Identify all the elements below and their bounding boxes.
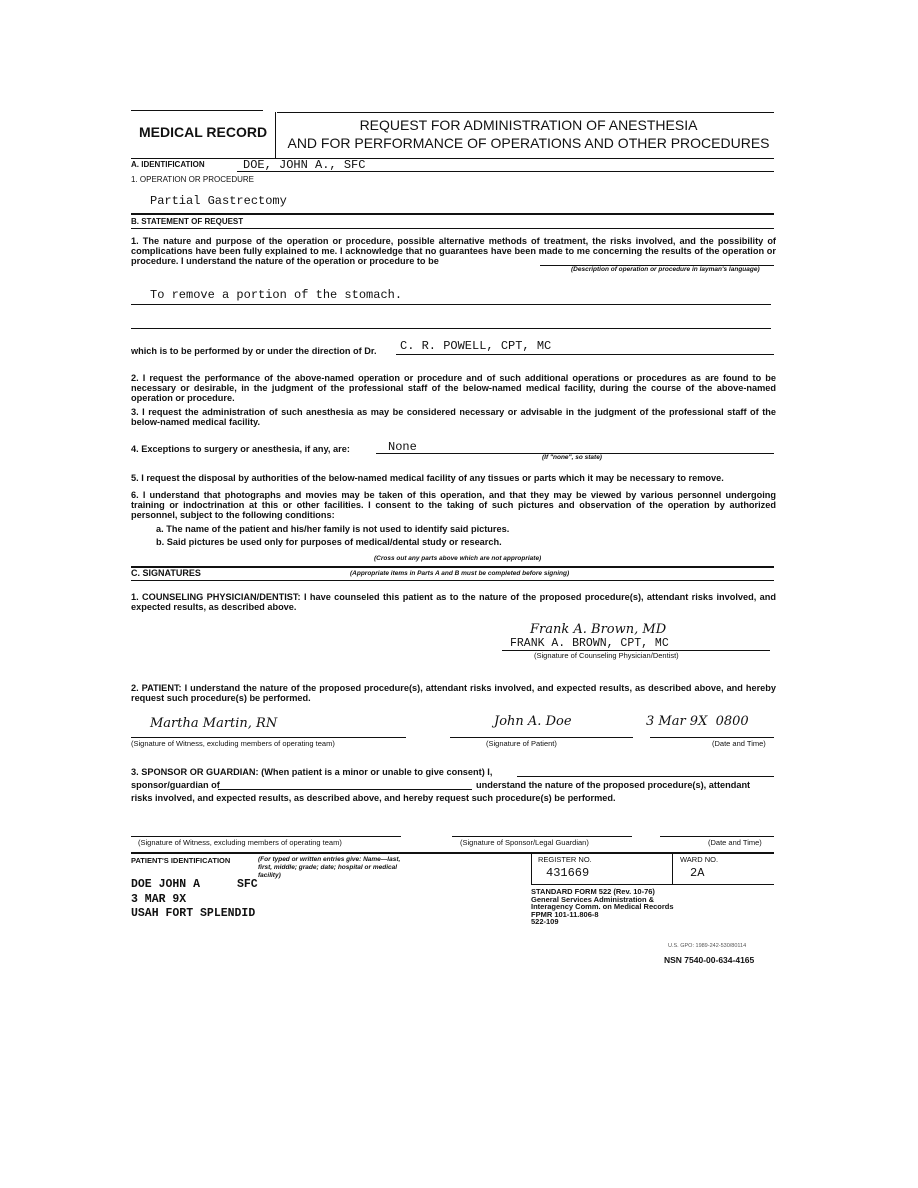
statement-4-text: 4. Exceptions to surgery or anesthesia, if any, are:	[131, 444, 350, 454]
section-b-label-rule	[131, 228, 774, 229]
section-a-label: A. IDENTIFICATION	[131, 160, 205, 169]
section-b-label: B. STATEMENT OF REQUEST	[131, 217, 244, 226]
patient-id-name: DOE JOHN A	[131, 878, 201, 891]
doctor-line	[396, 354, 774, 355]
procedure-description: To remove a portion of the stomach.	[150, 288, 403, 302]
patient-id-grade: SFC	[237, 878, 258, 891]
witness2-caption: (Signature of Witness, excluding members of operating team)	[138, 838, 342, 847]
date-time-line	[650, 737, 774, 738]
none-caption: (If "none", so state)	[542, 454, 602, 461]
header-divider	[275, 112, 276, 158]
statement-1-text: 1. The nature and purpose of the operation or procedure, possible alternative methods of treatment, the risks involved, and the possibility of complications have been fully explained to me. I acknowledge that no guarantees have been made to me concerning the results of the operation or procedure. I understand the nature of the operation or procedure to be	[131, 236, 776, 266]
witness2-signature-line	[131, 836, 401, 837]
layman-caption: (Description of operation or procedure in layman's language)	[571, 266, 760, 273]
patient-name-value: DOE, JOHN A., SFC	[243, 158, 366, 172]
register-box-left	[531, 852, 532, 884]
section-a-bottom-rule	[131, 213, 774, 215]
date2-line	[660, 836, 774, 837]
sponsor-caption: (Signature of Sponsor/Legal Guardian)	[460, 838, 589, 847]
patient-id-label: PATIENT'S IDENTIFICATION	[131, 856, 231, 865]
section-c-top-rule	[131, 566, 774, 568]
form-id-line3: Interagency Comm. on Medical Records	[531, 902, 674, 911]
register-no-value: 431669	[546, 866, 590, 880]
register-no-label: REGISTER NO.	[538, 855, 592, 864]
section-c-note: (Appropriate items in Parts A and B must be completed before signing)	[350, 570, 570, 577]
form-identification	[531, 888, 674, 926]
exceptions-value: None	[388, 440, 417, 454]
description-line-1	[131, 304, 771, 305]
header-bottom-rule	[131, 158, 774, 159]
patient-statement: 2. PATIENT: I understand the nature of the proposed procedure(s), attendant risks involved, and expected results, as described above, and hereby request such procedure(s) be performed.	[131, 683, 776, 703]
header-top-rule-right	[277, 112, 774, 113]
sponsor-signature-line	[452, 836, 632, 837]
witness-caption: (Signature of Witness, excluding members of operating team)	[131, 739, 335, 748]
form-id-line5: 522-109	[531, 917, 559, 926]
witness-signature-line	[131, 737, 406, 738]
medical-record-label: MEDICAL RECORD	[139, 124, 268, 140]
statement-6-text: 6. I understand that photographs and movies may be taken of this operation, and that they may be viewed by various personnel undergoing training or indoctrination at this or other facilities. I consent to the taking of such pictures and observation of the operation by authorized personnel, subject to the following conditions:	[131, 490, 776, 520]
patient-id-note: (For typed or written entries give: Name—last, first, middle; grade; date; hospital or medical facility)	[258, 856, 401, 879]
form-title	[285, 116, 772, 152]
statement-5-text: 5. I request the disposal by authorities of the below-named medical facility of any tissues or parts which it may be necessary to remove.	[131, 473, 724, 483]
counseling-statement: 1. COUNSELING PHYSICIAN/DENTIST: I have counseled this patient as to the nature of the proposed procedure(s), attendant risks involved, and expected results, as described above.	[131, 592, 776, 612]
ward-no-label: WARD NO.	[680, 855, 719, 864]
patient-signature: John A. Doe	[494, 714, 572, 729]
sponsor-statement-line3: risks involved, and expected results, as described above, and hereby request such procedure(s) be performed.	[131, 793, 616, 803]
sponsor-statement-line2b: understand the nature of the proposed procedure(s), attendant	[476, 780, 751, 790]
cross-out-caption: (Cross out any parts above which are not appropriate)	[374, 555, 542, 562]
form-id-line2: General Services Administration &	[531, 894, 655, 904]
form-title-line1: REQUEST FOR ADMINISTRATION OF ANESTHESIA	[359, 117, 698, 133]
section-c-label-rule	[131, 580, 774, 581]
doctor-name: C. R. POWELL, CPT, MC	[400, 339, 552, 353]
counselor-typed-name: FRANK A. BROWN, CPT, MC	[510, 637, 669, 650]
header-top-rule-left	[131, 110, 263, 111]
statement-2-text: 2. I request the performance of the above-named operation or procedure and of such additional operations or procedures as are found to be necessary or desirable, in the judgment of the professional staff of the below-named medical facility, during the course of the above-named operation or procedure.	[131, 373, 776, 403]
patient-signature-line	[450, 737, 633, 738]
sponsor-statement-line1: 3. SPONSOR OR GUARDIAN: (When patient is a minor or unable to give consent) I,	[131, 767, 493, 777]
statement-3-text: 3. I request the administration of such anesthesia as may be considered necessary or advisable in the judgment of the professional staff of the below-named medical facility.	[131, 407, 776, 427]
form-title-line2: AND FOR PERFORMANCE OF OPERATIONS AND OTHER PROCEDURES	[287, 135, 770, 151]
ward-no-value: 2A	[690, 866, 705, 880]
patient-id-facility: USAH FORT SPLENDID	[131, 907, 256, 920]
ward-name-line	[218, 789, 472, 790]
operation-value: Partial Gastrectomy	[150, 194, 287, 208]
sponsor-name-line	[517, 776, 774, 777]
nsn-number: NSN 7540-00-634-4165	[664, 955, 755, 965]
direction-text: which is to be performed by or under the direction of Dr.	[131, 346, 377, 356]
date2-caption: (Date and Time)	[708, 838, 762, 847]
patient-caption: (Signature of Patient)	[486, 739, 557, 748]
form-id-line4: FPMR 101-11.806-8	[531, 909, 599, 919]
form-id-line1: STANDARD FORM 522 (Rev. 10-76)	[531, 887, 655, 896]
operation-procedure-label: 1. OPERATION OR PROCEDURE	[131, 175, 254, 184]
section-c-label: C. SIGNATURES	[131, 568, 201, 578]
gpo-imprint: U.S. GPO: 1989-242-530/80114	[668, 943, 747, 949]
date-time-value: 3 Mar 9X 0800	[646, 714, 749, 729]
patient-id-date: 3 MAR 9X	[131, 893, 187, 906]
register-ward-divider	[672, 852, 673, 884]
register-box-bottom	[531, 884, 774, 885]
footer-top-rule	[131, 852, 774, 854]
counselor-signature: Frank A. Brown, MD	[530, 622, 667, 637]
witness-signature: Martha Martin, RN	[150, 716, 278, 731]
patient-name-line	[237, 171, 774, 172]
condition-a-text: a. The name of the patient and his/her family is not used to identify said pictures.	[156, 524, 510, 534]
counselor-caption: (Signature of Counseling Physician/Dentist)	[534, 651, 679, 660]
date-caption: (Date and Time)	[712, 739, 766, 748]
description-line-2	[131, 328, 771, 329]
sponsor-statement-line2a: sponsor/guardian of	[131, 780, 220, 790]
condition-b-text: b. Said pictures be used only for purposes of medical/dental study or research.	[156, 537, 502, 547]
